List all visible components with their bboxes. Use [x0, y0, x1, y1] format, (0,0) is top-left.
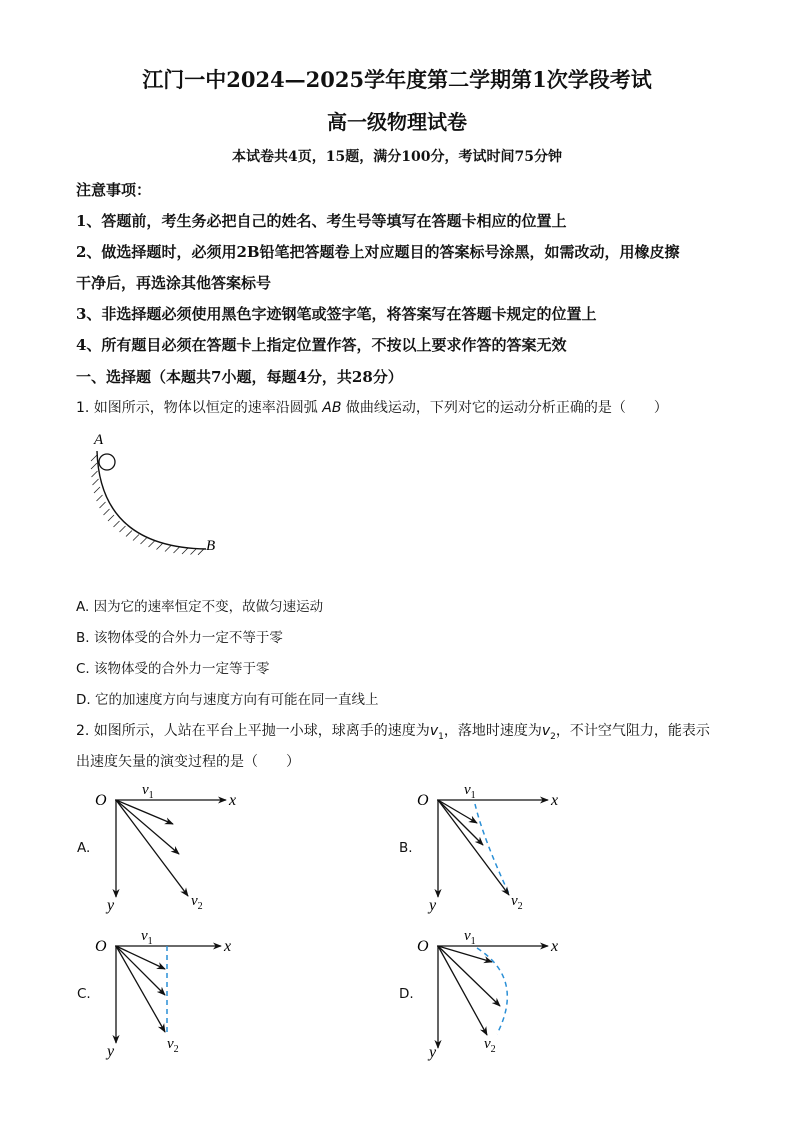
origin-label: O — [417, 792, 429, 809]
x-axis-label: x — [551, 938, 559, 955]
question-2-v2-sub: 2 — [550, 731, 556, 742]
question-2-stem-line1 — [76, 720, 710, 742]
question-2-figure-a — [95, 778, 255, 913]
question-2-text-b: ，落地时速度为 — [443, 723, 542, 739]
velocity-vector — [116, 800, 188, 896]
v2-label: $v_2$ — [484, 1036, 496, 1055]
question-1-figure — [80, 425, 250, 560]
origin-label: O — [417, 938, 429, 955]
question-1-option-c[interactable]: C. 该物体受的合外力一定等于零 — [76, 661, 270, 677]
question-2-figure-c — [95, 924, 255, 1059]
point-b-label: B — [206, 538, 216, 554]
v2-label: $v_2$ — [167, 1036, 179, 1055]
note-item: 3、非选择题必须使用黑色字迹钢笔或签字笔，将答案写在答题卡规定的位置上 — [76, 305, 597, 323]
velocity-vector — [438, 800, 509, 895]
point-a-label: A — [94, 432, 104, 448]
question-1-stem — [76, 397, 668, 417]
y-axis-label: y — [107, 897, 115, 914]
question-2-option-c[interactable]: C. — [77, 986, 91, 1002]
question-2-v1: v — [429, 723, 439, 739]
v1-label: $v_1$ — [464, 928, 476, 947]
exam-subtitle: 高一级物理试卷 — [327, 110, 467, 134]
question-2-text-c: ，不计空气阻力，能表示 — [555, 723, 710, 739]
trajectory-dashed-curve — [477, 948, 507, 1034]
v2-label: $v_2$ — [191, 893, 203, 912]
x-axis-label: x — [551, 792, 559, 809]
velocity-vector — [116, 946, 165, 995]
exam-title: 江门一中2024—2025学年度第二学期第1次学段考试 — [142, 67, 652, 92]
v1-label: $v_1$ — [142, 782, 154, 801]
exam-info: 本试卷共4页，15题，满分100分，考试时间75分钟 — [232, 149, 562, 165]
question-2-option-d[interactable]: D. — [399, 986, 414, 1002]
question-2-v1-sub: 1 — [438, 731, 444, 742]
velocity-vector — [438, 946, 487, 1035]
question-1-option-d[interactable]: D. 它的加速度方向与速度方向有可能在同一直线上 — [76, 692, 379, 708]
section-heading: 一、选择题（本题共7小题，每题4分，共28分） — [76, 368, 403, 386]
velocity-vector — [116, 946, 165, 1032]
question-2-stem-line2: 出速度矢量的演变过程的是（ ） — [76, 754, 300, 770]
question-1-option-b[interactable]: B. 该物体受的合外力一定不等于零 — [76, 630, 283, 646]
origin-label: O — [95, 938, 107, 955]
trajectory-dashed-curve — [475, 804, 510, 896]
y-axis-label: y — [429, 897, 437, 914]
question-1-stem-suffix: 做曲线运动，下列对它的运动分析正确的是（ ） — [341, 400, 668, 416]
y-axis-label: y — [107, 1043, 115, 1060]
question-1-stem-prefix: 1. 如图所示，物体以恒定的速率沿圆弧 — [76, 400, 323, 416]
y-axis-label: y — [429, 1044, 437, 1061]
question-2-text-a: 2. 如图所示，人站在平台上平抛一小球，球离手的速度为 — [76, 723, 430, 739]
note-item: 4、所有题目必须在答题卡上指定位置作答，不按以上要求作答的答案无效 — [76, 336, 567, 354]
question-2-figure-d — [417, 924, 577, 1059]
velocity-vector — [116, 800, 179, 854]
x-axis-label: x — [229, 792, 237, 809]
notes-heading: 注意事项： — [76, 181, 152, 199]
note-item: 1、答题前，考生务必把自己的姓名、考生号等填写在答题卡相应的位置上 — [76, 212, 567, 230]
v1-label: $v_1$ — [464, 782, 476, 801]
origin-label: O — [95, 792, 107, 809]
question-2-figure-b — [417, 778, 577, 913]
velocity-vector — [116, 946, 165, 969]
v2-label: $v_2$ — [511, 893, 523, 912]
v1-label: $v_1$ — [141, 928, 153, 947]
question-2-v2: v — [541, 723, 551, 739]
note-item: 干净后，再选涂其他答案标号 — [76, 274, 272, 292]
ball-object — [99, 454, 115, 470]
question-2-option-a[interactable]: A. — [77, 840, 91, 856]
question-1-option-a[interactable]: A. 因为它的速率恒定不变，故做匀速运动 — [76, 599, 324, 615]
x-axis-label: x — [224, 938, 232, 955]
note-item: 2、做选择题时，必须用2B铅笔把答题卷上对应题目的答案标号涂黑，如需改动，用橡皮擦 — [76, 243, 680, 261]
question-1-arc-label: AB — [322, 400, 342, 416]
question-2-option-b[interactable]: B. — [399, 840, 413, 856]
